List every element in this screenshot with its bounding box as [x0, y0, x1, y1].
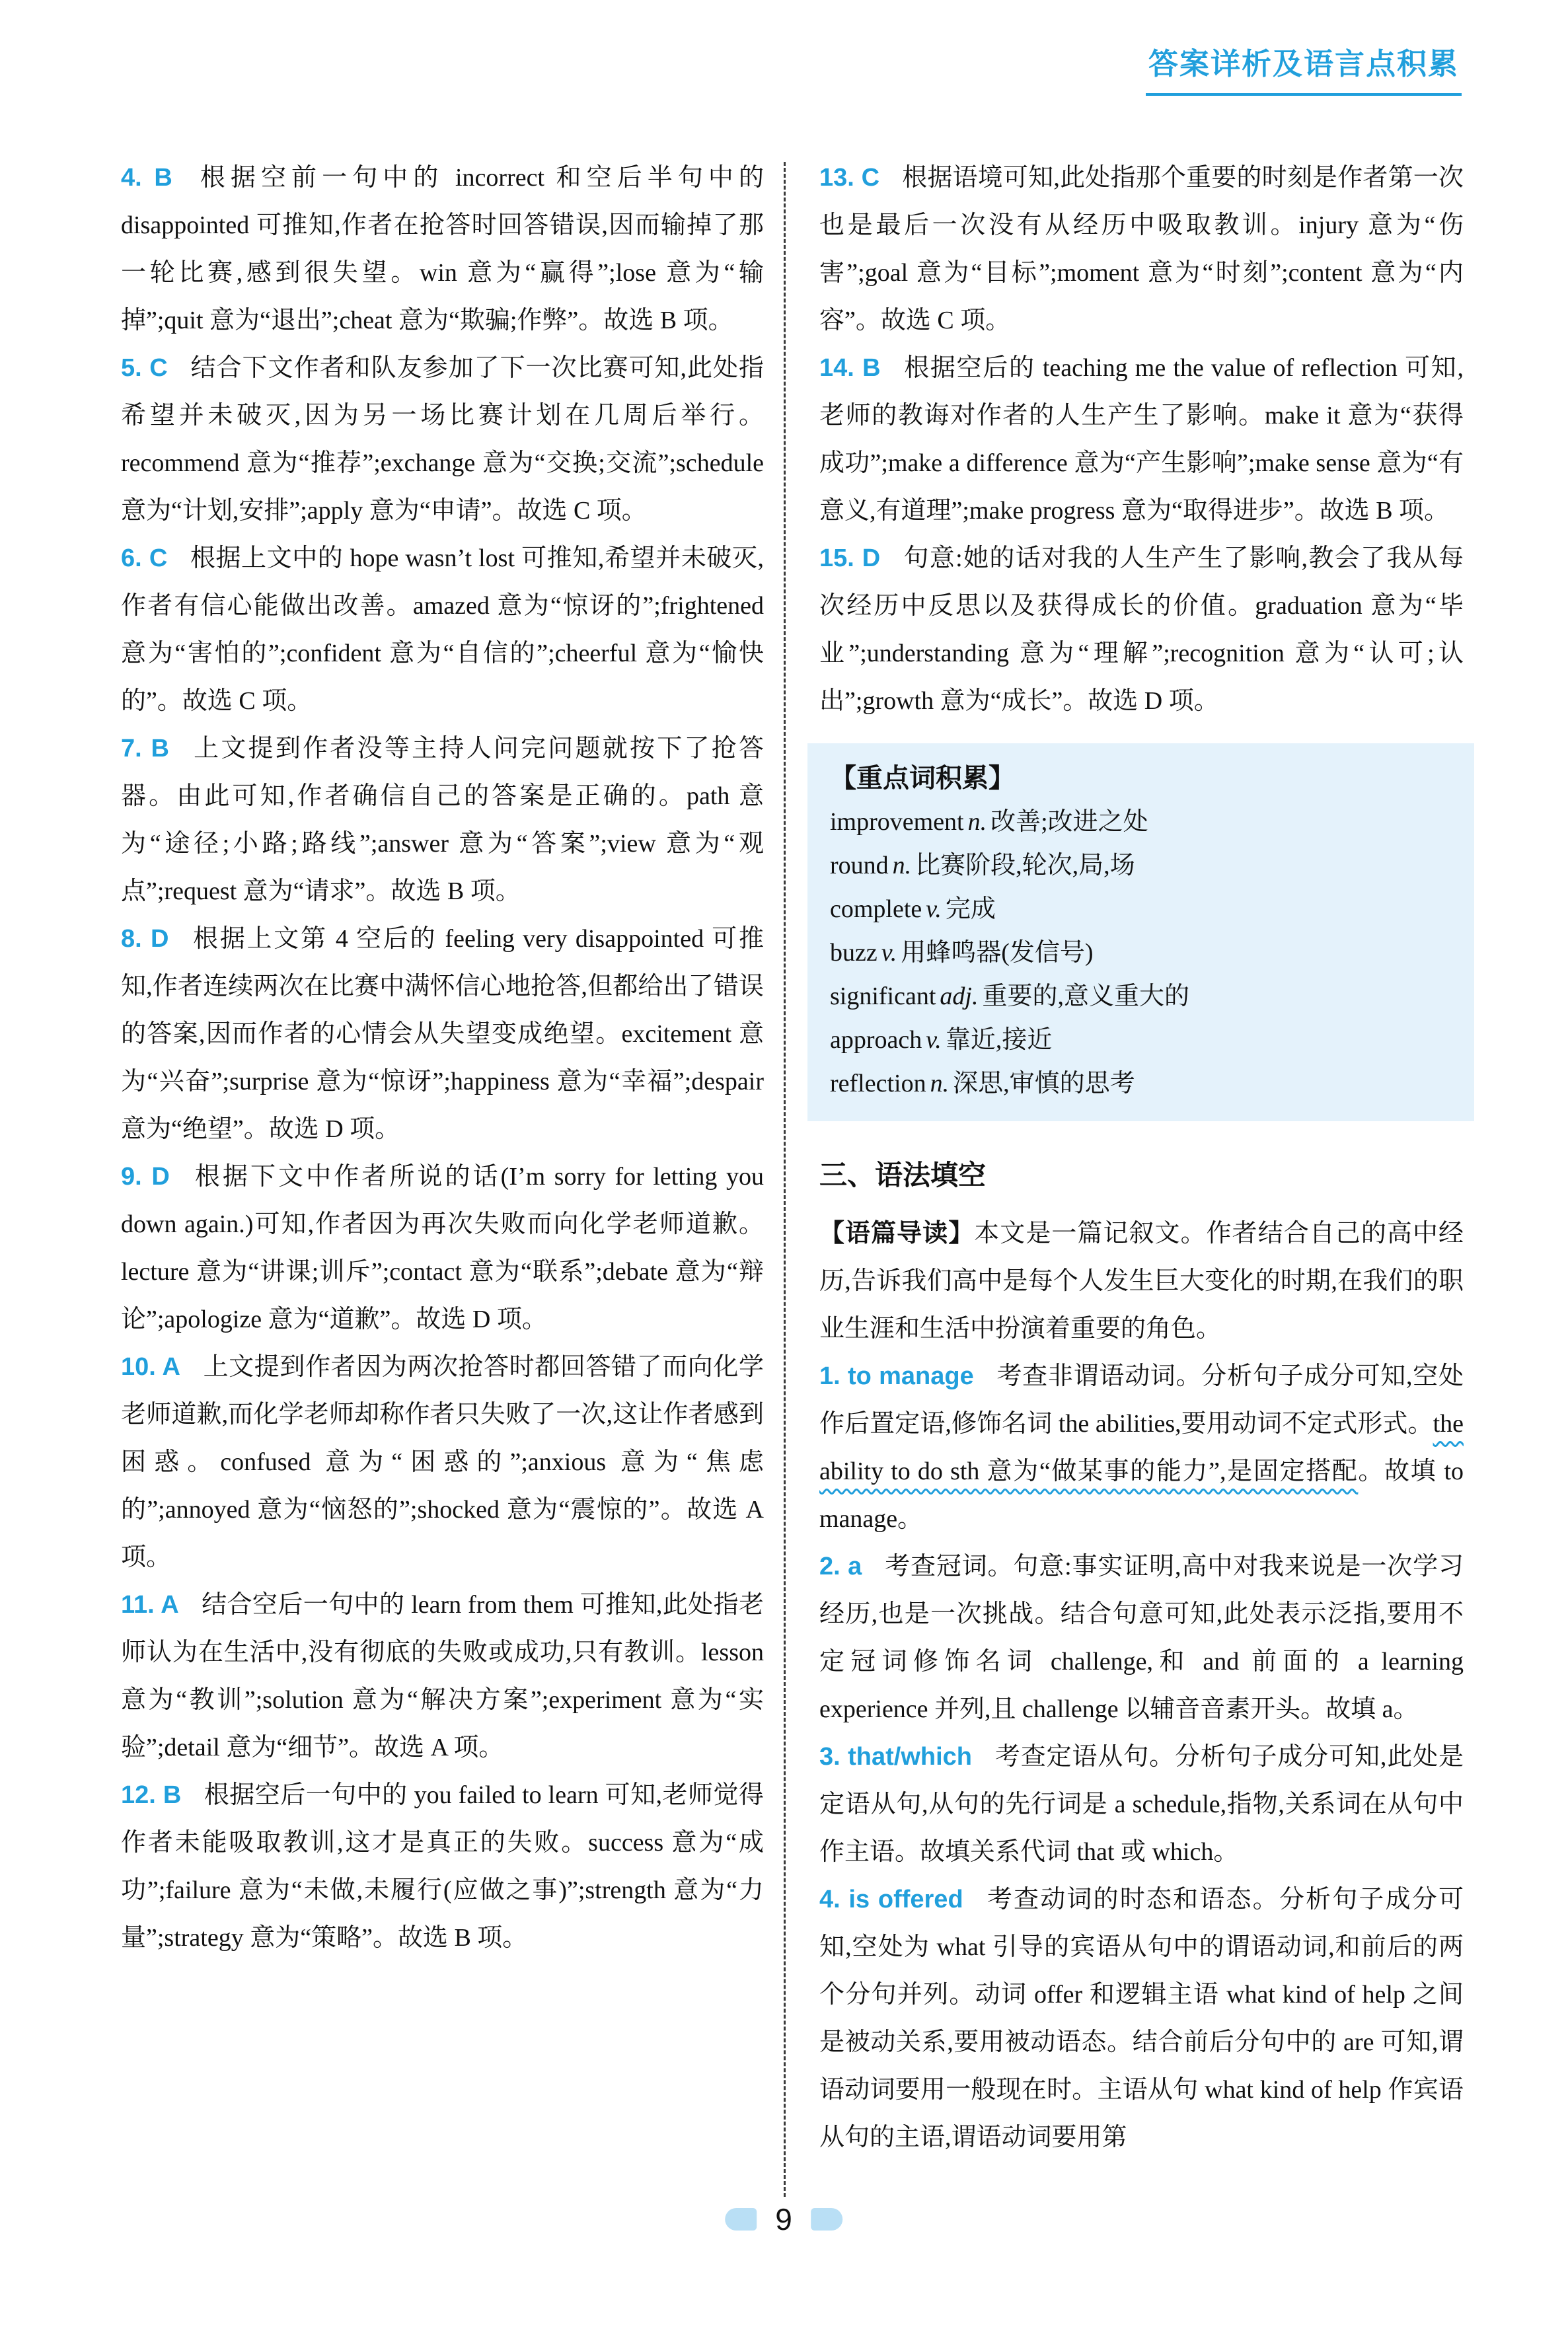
column-divider — [784, 162, 786, 2197]
answer-item-4 — [121, 154, 764, 344]
answer-text: 结合下文作者和队友参加了下一次比赛可知,此处指希望并未破灭,因为另一场比赛计划在几周后举行。recommend 意为“推荐”;exchange 意为“交换;交流”;schedule 意为“计划,安排”;apply 意为“申请”。故选 C 项。 — [121, 354, 764, 525]
answer-text: 根据空后的 teaching me the value of reflection 可知,老师的教诲对作者的人生产生了影响。make it 意为“获得成功”;make a difference 意为“产生影响”;make sense 意为“有意义,有道理”;make progress 意为“取得进步”。故选 B 项。 — [819, 354, 1464, 525]
answer-text: 考查冠词。句意:事实证明,高中对我来说是一次学习经历,也是一次挑战。结合句意可知,此处表示泛指,要用不定冠词修饰名词 challenge,和 and 前面的 a learning experience 并列,且 challenge 以辅音音素开头。故填 a。 — [819, 1553, 1464, 1723]
vocab-entry — [830, 887, 1452, 931]
grammar-item-3 — [819, 1733, 1464, 1876]
answer-item-14 — [819, 344, 1464, 535]
vocab-pos: n. — [967, 808, 987, 836]
vocab-word: approach — [830, 1026, 922, 1054]
answer-label: 3. that/which — [819, 1743, 973, 1771]
vocab-word: reflection — [830, 1070, 926, 1097]
answer-label: 4. B — [121, 164, 172, 192]
vocab-entry — [830, 800, 1452, 844]
answer-text: 根据下文中作者所说的话(I’m sorry for letting you down again.)可知,作者因为再次失败而向化学老师道歉。lecture 意为“讲课;训斥”;contact 意为“联系”;debate 意为“辩论”;apologize 意为“道歉”。故选 D 项。 — [121, 1163, 764, 1333]
vocab-pos: adj. — [940, 982, 979, 1010]
vocab-pos: n. — [930, 1070, 950, 1097]
vocab-pos: v. — [926, 895, 942, 923]
grammar-item-2 — [819, 1543, 1464, 1733]
answer-item-10 — [121, 1343, 764, 1581]
answer-text: 考查定语从句。分析句子成分可知,此处是定语从句,从句的先行词是 a schedule,指物,关系词在从句中作主语。故填关系代词 that 或 which。 — [819, 1743, 1464, 1866]
vocab-entry — [830, 844, 1452, 887]
vocab-meaning: 重要的,意义重大的 — [982, 982, 1189, 1010]
answer-label: 11. A — [121, 1591, 179, 1619]
passage-intro — [819, 1210, 1464, 1352]
answer-item-11 — [121, 1581, 764, 1771]
answer-label: 5. C — [121, 354, 168, 382]
answer-item-7 — [121, 725, 764, 915]
vocab-word: round — [830, 852, 889, 879]
grammar-item-4 — [819, 1876, 1464, 2161]
answer-item-13 — [819, 154, 1464, 344]
answer-item-5 — [121, 344, 764, 535]
page-title: 答案详析及语言点积累 — [1146, 40, 1462, 96]
answer-label: 4. is offered — [819, 1886, 963, 1913]
answer-label: 8. D — [121, 925, 169, 953]
section-heading-grammar-fill: 三、语法填空 — [819, 1160, 987, 1191]
answer-label: 12. B — [121, 1781, 182, 1809]
grammar-item-1 — [819, 1352, 1464, 1543]
vocab-meaning: 比赛阶段,轮次,局,场 — [915, 852, 1135, 879]
left-column — [121, 154, 764, 1962]
page-footer — [725, 2202, 842, 2236]
answer-item-12 — [121, 1771, 764, 1962]
answer-text: 上文提到作者因为两次抢答时都回答错了而向化学老师道歉,而化学老师却称作者只失败了一次,这让作者感到困惑。confused 意为“困惑的”;anxious 意为“焦虑的”;annoyed 意为“恼怒的”;shocked 意为“震惊的”。故选 A 项。 — [121, 1353, 764, 1571]
answer-text: 根据上文中的 hope wasn’t lost 可推知,希望并未破灭,作者有信心能做出改善。amazed 意为“惊讶的”;frightened 意为“害怕的”;confident 意为“自信的”;cheerful 意为“愉快的”。故选 C 项。 — [121, 544, 764, 715]
vocab-word: significant — [830, 982, 936, 1010]
right-column — [819, 154, 1464, 2161]
vocab-entry — [830, 1062, 1452, 1105]
vocab-word: buzz — [830, 939, 877, 967]
vocab-meaning: 改善;改进之处 — [990, 808, 1148, 836]
vocab-meaning: 用蜂鸣器(发信号) — [901, 939, 1094, 967]
vocab-entry — [830, 931, 1452, 975]
footer-left-pill-decoration — [725, 2208, 757, 2231]
answer-item-15 — [819, 535, 1464, 725]
vocab-pos: v. — [926, 1026, 942, 1054]
answer-item-6 — [121, 535, 764, 725]
vocab-meaning: 完成 — [945, 895, 996, 923]
vocab-word: complete — [830, 895, 922, 923]
page-header — [1146, 40, 1462, 96]
vocab-entry — [830, 975, 1452, 1018]
passage-intro-text: 本文是一篇记叙文。作者结合自己的高中经历,告诉我们高中是每个人发生巨大变化的时期,在我们的职业生涯和生活中扮演着重要的角色。 — [819, 1220, 1464, 1343]
passage-intro-label: 【语篇导读】 — [819, 1220, 975, 1247]
vocab-word: improvement — [830, 808, 964, 836]
answer-label: 9. D — [121, 1163, 170, 1191]
answer-text: 结合空后一句中的 learn from them 可推知,此处指老师认为在生活中,没有彻底的失败或成功,只有教训。lesson 意为“教训”;solution 意为“解决方案”;experiment 意为“实验”;detail 意为“细节”。故选 A 项。 — [121, 1591, 764, 1761]
answer-label: 14. B — [819, 354, 881, 382]
answer-text: 根据空后一句中的 you failed to learn 可知,老师觉得作者未能吸取教训,这才是真正的失败。success 意为“成功”;failure 意为“未做,未履行(应做之事)”;strength 意为“力量”;strategy 意为“策略”。故选 B 项。 — [121, 1781, 764, 1952]
answer-label: 10. A — [121, 1353, 181, 1381]
answer-label: 15. D — [819, 544, 881, 572]
answer-text: 根据语境可知,此处指那个重要的时刻是作者第一次也是最后一次没有从经历中吸取教训。injury 意为“伤害”;goal 意为“目标”;moment 意为“时刻”;content 意为“内容”。故选 C 项。 — [819, 164, 1464, 334]
vocab-pos: n. — [892, 852, 912, 879]
answer-label: 6. C — [121, 544, 168, 572]
vocabulary-box-title: 【重点词积累】 — [830, 764, 1015, 793]
answer-item-8 — [121, 915, 764, 1153]
vocab-meaning: 深思,审慎的思考 — [953, 1070, 1135, 1097]
answer-text: 上文提到作者没等主持人问完问题就按下了抢答器。由此可知,作者确信自己的答案是正确的。path 意为“途径;小路;路线”;answer 意为“答案”;view 意为“观点”;request 意为“请求”。故选 B 项。 — [121, 735, 764, 905]
key-vocabulary-box — [807, 743, 1474, 1121]
vocab-meaning: 靠近,接近 — [945, 1026, 1053, 1054]
answer-label: 13. C — [819, 164, 880, 192]
answer-text: 考查动词的时态和语态。分析句子成分可知,空处为 what 引导的宾语从句中的谓语动词,和前后的两个分句并列。动词 offer 和逻辑主语 what kind of help 之间是被动关系,要用被动语态。结合前后分句中的 are 可知,谓语动词要用一般现在时。主语从句 what kind of help 作宾语从句的主语,谓语动词要用第 — [819, 1886, 1464, 2151]
answer-item-9 — [121, 1153, 764, 1343]
answer-text: 根据上文第 4 空后的 feeling very disappointed 可推知,作者连续两次在比赛中满怀信心地抢答,但都给出了错误的答案,因而作者的心情会从失望变成绝望。excitement 意为“兴奋”;surprise 意为“惊讶”;happiness 意为“幸福”;despair 意为“绝望”。故选 D 项。 — [121, 925, 764, 1143]
vocab-pos: v. — [881, 939, 897, 967]
answer-label: 2. a — [819, 1553, 862, 1580]
answer-text: 根据空前一句中的 incorrect 和空后半句中的 disappointed 可推知,作者在抢答时回答错误,因而输掉了那一轮比赛,感到很失望。win 意为“赢得”;lose 意为“输掉”;quit 意为“退出”;cheat 意为“欺骗;作弊”。故选 B 项。 — [121, 164, 764, 334]
footer-right-pill-decoration — [811, 2208, 842, 2231]
page-number: 9 — [775, 2202, 792, 2236]
answer-label: 7. B — [121, 735, 169, 762]
answer-text: 考查非谓语动词。分析句子成分可知,空处作后置定语,修饰名词 the abilities,要用动词不定式形式。 — [819, 1362, 1464, 1438]
wavy-underlined-phrase: the ability to do sth 意为“做某事的能力”,是固定搭配 — [819, 1410, 1464, 1485]
answer-text: 。故填 to manage。 — [819, 1458, 1464, 1533]
vocab-entry — [830, 1018, 1452, 1062]
answer-text: 句意:她的话对我的人生产生了影响,教会了我从每次经历中反思以及获得成长的价值。graduation 意为“毕业”;understanding 意为“理解”;recognition 意为“认可;认出”;growth 意为“成长”。故选 D 项。 — [819, 544, 1464, 715]
answer-label: 1. to manage — [819, 1362, 974, 1390]
